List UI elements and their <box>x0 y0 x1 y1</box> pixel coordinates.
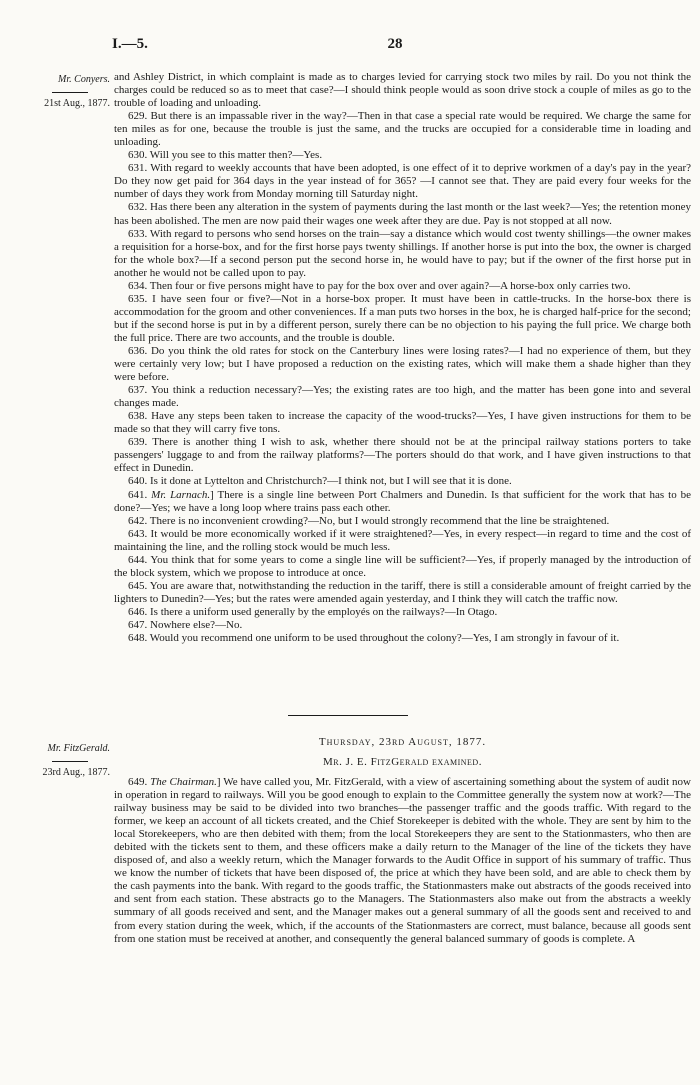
margin-note-name: Mr. FitzGerald. <box>47 743 110 754</box>
paragraph: 638. Have any steps been taken to increase the capacity of the wood-trucks?—Yes, I have given instructions for them to be made so that they will carry five tons. <box>114 410 691 436</box>
question-number: 641. <box>128 488 148 501</box>
speaker-name: The Chairman. <box>150 776 217 788</box>
question-number: 649. <box>128 776 148 788</box>
paragraph: 642. There is no inconvenient crowding?—No, but I would strongly recommend that the line be straightened. <box>128 514 610 527</box>
section-divider <box>288 715 408 716</box>
paragraph: and Ashley District, in which complaint is made as to charges levied for carrying stock two miles by rail. Do you not think the charges could be reduced so as to meet that case?—I should think people would as soon drive stock a couple of miles as go to the trouble of loading and unloading. <box>114 71 691 110</box>
paragraph: 631. With regard to weekly accounts that have been adopted, is one effect of it to deprive workmen of a day's pay in the year? Do they now get paid for 364 days in the year instead of for 365? —I cannot see that. They are paid every four weeks for the number of days they work from Monday morning till Saturday night. <box>114 162 691 201</box>
witness-heading: Mr. J. E. FitzGerald examined. <box>323 756 482 768</box>
speaker-name: Mr. Larnach. <box>151 488 211 501</box>
paragraph: 633. With regard to persons who send horses on the train—say a distance which would cost twenty shillings—the owner makes a requisition for a horse-box, and for the first horse pays twenty shillings. If another horse is put into the box, the owner is charged for the whole box?—If a second person put the second horse in, he would have to pay; but if the owner of the first horse put in another he would not be called upon to pay. <box>114 227 691 279</box>
margin-note-conyers <box>12 73 110 110</box>
paragraph: 636. Do you think the old rates for stock on the Canterbury lines were losing rates?—I had no experience of them, but they were certainly very low; but I have proposed a reduction on the existing rates, which will make them a shade higher than they were before. <box>114 344 691 384</box>
paragraph: 632. Has there been any alteration in the system of payments during the last month or the last week?—Yes; the retention money has been abolished. The men are now paid their wages one week after they are due. Pay is not stopped at all now. <box>114 201 691 227</box>
testimony-block-1 <box>114 71 691 645</box>
margin-note-name: Mr. Conyers. <box>58 74 110 85</box>
page-header <box>0 36 700 56</box>
document-reference: I.—5. <box>112 36 148 52</box>
paragraph: 644. You think that for some years to come a single line will be sufficient?—Yes, if properly managed by the introduction of the block system, which we propose to introduce at once. <box>114 553 691 579</box>
testimony-block-2 <box>114 776 691 946</box>
paragraph: 639. There is another thing I wish to ask, whether there should not be at the principal railway stations porters to take passengers' luggage to and from the railway platforms?—The porters should do that work, and I have given instructions to that effect in Dunedin. <box>114 436 691 475</box>
margin-note-fitzgerald <box>12 742 110 779</box>
paragraph: 640. Is it done at Lyttelton and Christchurch?—I think not, but I will see that it is done. <box>128 475 512 488</box>
paragraph-q641 <box>114 489 691 515</box>
page-number: 28 <box>387 36 403 52</box>
question-text: ] There is a single line between Port Chalmers and Dunedin. Is that sufficient for the work that has to be done?—Yes; we have a long loop where trains pass each other. <box>114 488 691 514</box>
paragraph: 648. Would you recommend one uniform to be used throughout the colony?—Yes, I am strongly in favour of it. <box>128 632 620 645</box>
paragraph: 645. You are aware that, notwithstanding the reduction in the tariff, there is still a considerable amount of freight carried by the lighters to Dunedin?—Yes; but the rates were amended again yesterday, and I think they will catch the traffic now. <box>114 579 691 605</box>
paragraph-q649 <box>114 776 691 946</box>
paragraph: 635. I have seen four or five?—Not in a horse-box proper. It must have been in cattle-trucks. In the horse-box there is accommodation for the groom and other conveniences. If a man puts two horses in the box, he is charged half-price for the second; but if the second horse is put in by a different person, surely there can be no objection to his paying the full price. We charge both the full price. There are two accounts, and the trouble is double. <box>114 292 691 344</box>
paragraph: 643. It would be more economically worked if it were straightened?—Yes, in every respect—in regard to time and the cost of maintaining the line, and the rolling stock would be much less. <box>114 527 691 553</box>
paragraph: 630. Will you see to this matter then?—Yes. <box>128 149 323 162</box>
question-text: ] We have called you, Mr. FitzGerald, with a view of ascertaining something about the system of audit now in operation in regard to railways. Will you be good enough to explain to the Committee generally the system now at work?—The railway business may be said to be divided into two branches—the passenger traffic and the goods traffic. With regard to the former, we keep an account of all tickets created, and the Chief Storekeeper is debited with the whole. They are sent by him to the local Storekeepers, who are then debited with them; from the local Storekeepers they are sent to the Stationmasters, who then are debited with the tickets sent to them, and these officers make a daily return to the Manager of the line of the tickets they have disposed of, and also a weekly return, which the Manager forwards to the Audit Office in support of his summary of traffic. Thus we know the number of tickets that have been disposed of, the price at which they have been sold, and are able to check them by the cash payments into the bank. With regard to the goods traffic, the Stationmasters make out abstracts of the goods received into and sent from each station. These abstracts go to the Managers. The Stationmasters also make out from the abstracts a weekly summary of all goods received and sent, and the Manager makes out a general summary of all the goods sent and received to and from every station during the week, which, if the accounts of the Stationmasters are correct, must balance, because all goods sent from one station must be received at another, and consequently the general balanced summary of goods is complete. A <box>114 776 692 945</box>
margin-divider <box>52 761 88 762</box>
date-heading: Thursday, 23rd August, 1877. <box>318 736 487 748</box>
margin-note-date: 23rd Aug., 1877. <box>42 767 110 778</box>
paragraph: 647. Nowhere else?—No. <box>128 618 243 631</box>
paragraph: 629. But there is an impassable river in the way?—Then in that case a special rate would be required. We charge the same for ten miles as for one, because the trouble is just the same, and the trucks are occupied for a considerable time in loading and unloading. <box>114 110 691 149</box>
paragraph: 646. Is there a uniform used generally by the employés on the railways?—In Otago. <box>128 605 498 618</box>
margin-divider <box>52 92 88 93</box>
paragraph: 637. You think a reduction necessary?—Yes; the existing rates are too high, and the matter has been gone into and several changes made. <box>114 384 691 410</box>
margin-note-date: 21st Aug., 1877. <box>44 98 110 109</box>
paragraph: 634. Then four or five persons might have to pay for the box over and over again?—A horse-box only carries two. <box>128 279 631 292</box>
